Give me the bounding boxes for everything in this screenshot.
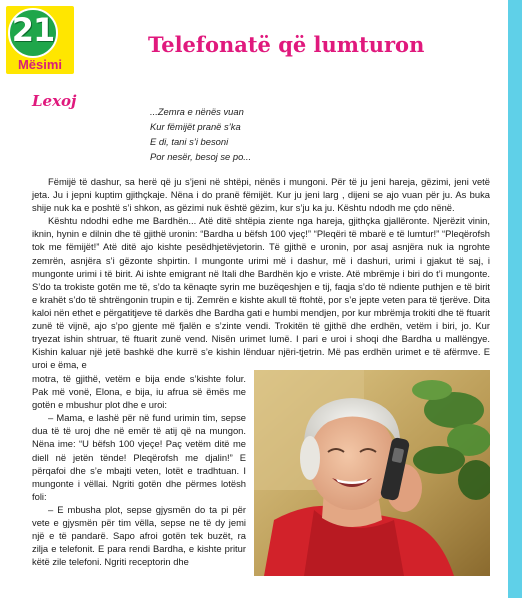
section-label: Lexoj: [32, 92, 77, 110]
page-title: Telefonatë që lumturon: [148, 32, 425, 57]
photo-grandmother-on-phone: [254, 370, 490, 576]
story-text-column: [32, 372, 246, 568]
poem-excerpt: [150, 104, 251, 164]
lesson-label: Mësimi: [17, 57, 63, 72]
poem-line: Por nesër, besoj se po...: [150, 151, 252, 162]
paragraph: Fëmijë të dashur, sa herë që ju s’jeni në shtëpi, nënës i mungoni. Për të ju jeni hareja, gëzimi, jeni vetë jeta. Ju i jepni kuptim gjithçkaje. Nëna i do pranë fëmijët. Kur ju jeni larg , dijeni se ajo vuan për ju. As buka shije nuk ka e poshtë s’i shkon, as gëzimi nuk është gëzim, kur s’ju ka ju. Kështu ndodh me çdo nënë.: [32, 176, 490, 214]
page-edge-stripe: [508, 0, 522, 598]
poem-line: ...Zemra e nënës vuan: [150, 106, 244, 117]
lesson-number: 21: [11, 11, 55, 49]
paragraph: – E mbusha plot, sepse gjysmën do ta pi për vete e gjysmën për tim vëlla, sepse ne të dy jemi një e të pandarë. Sapo afroi gotën tek buzët, ra zilja e telefonit. E para rendi Bardha, e kishte pritur këtë zile telefoni. Ngriti receptorin dhe: [32, 503, 246, 568]
story-text-top: [32, 175, 490, 371]
lesson-badge: [6, 6, 74, 74]
paragraph: – Mama, e lashë për në fund urimin tim, sepse dua të të uroj dhe në emër të atij që na mungon. Nëna ime: “U bëfsh 100 vjeçe! Paç vetëm ditë me diell në jetën tënde! Pleqërofsh me djalin!” E përqafoi dhe s’e mbajti veten, lotët e tradhtuan. I mungonte i vëllai. Ngriti gotën dhe përmes lotësh foli:: [32, 412, 246, 502]
poem-line: E di, tani s’i besoni: [150, 136, 229, 147]
poem-line: Kur fëmijët pranë s’ka: [150, 121, 241, 132]
paragraph: motra, të gjithë, vetëm e bija ende s’kishte folur. Pak më vonë, Elona, e bija, iu afrua së ëmës me gotën e mbushur plot dhe e uroi:: [32, 373, 246, 411]
paragraph: Kështu ndodhi edhe me Bardhën... Atë ditë shtëpia ziente nga hareja, gjithçka gjallëronte. Njerëzit vinin, iknin, hynin e dilnin dhe të gjithë uronin: “Bardha u bëfsh 100 vjeç!” “Pleqëri të mbarë e të lumtur!” “Pleqërofsh tok me fëmijët!” Atë ditë ajo kishte pesëdhjetëvjetorin. Të gjithë e uronin, por asaj asnjëra nuk ia ngrohte zemrën, asnjëra s’i gëzonte shpirtin. I mungonte urimi më i dashur, më i dashuri, urimi i gjakut të saj, i mungonte urimi i të birit. Ai ishte emigrant në Itali dhe Bardhën kjo e vriste. Atë mbrëmje i biri do t’i mungonte. S’do ta trokiste gotën me të, s’do ta kënaqte syrin me buzëqeshjen e tij, faqja s’do të ndiente puthjen e të birit e krahët s’do të shtrëngonin trupin e tij. Zemrën e kishte akull të ftohtë, por s’e jepte veten para të tjerëve. Dita kaloi nën ethet e përgatitjeve të darkës dhe Bardha gati e humbi mendjen, por kur mbrëmja trokiti dhe të ftuarit zunë të vijnë, ajo s’po gjente më fjalën e s’zinte vendi. Trokitën të gjithë dhe erdhën, vetëm i biri, jo. Kur tryezat ishin shtruar, të ftuarit zunë vend. Nisën urimet lumë. I pari e uroi i shoqi dhe Bardha u mallëngye. Kishin kaluar një jetë bashkë dhe kurrë s’e kishin lënduar njëri-tjetrin. Më pas erdhën urimet e të afërmve. E uroi e ëma, e: [32, 215, 490, 371]
